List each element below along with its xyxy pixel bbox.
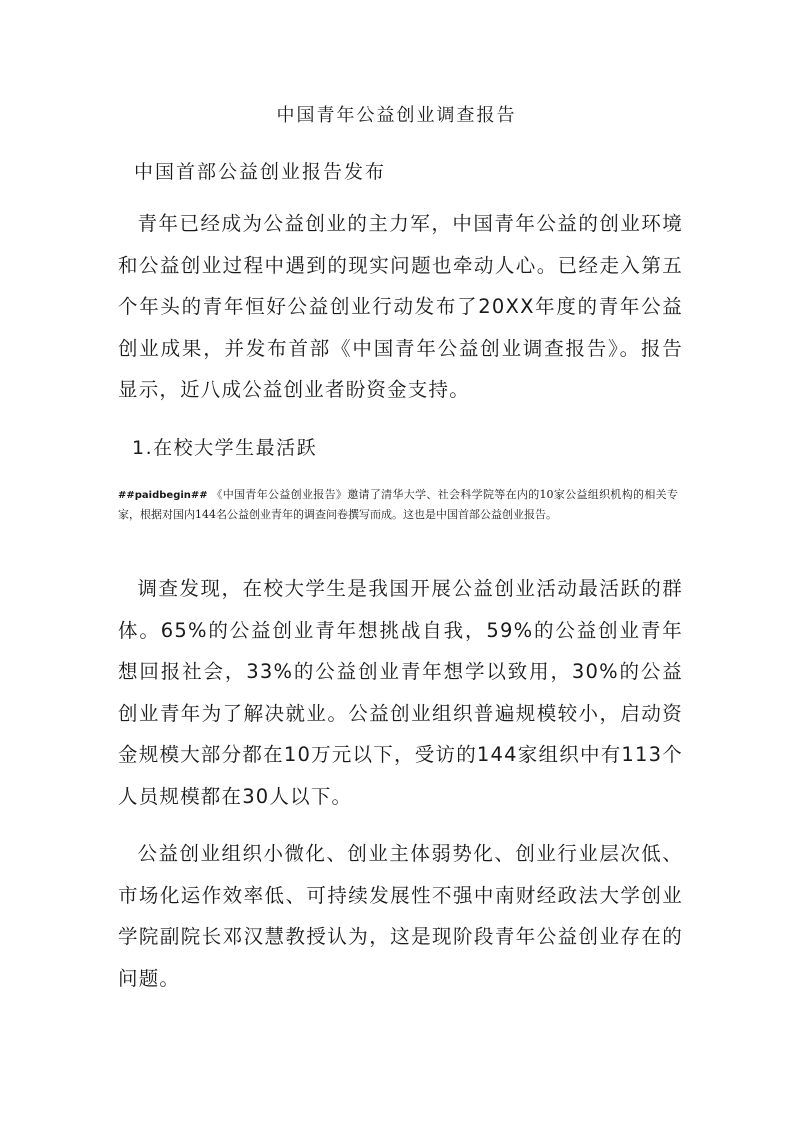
- paragraph-intro: 青年已经成为公益创业的主力军，中国青年公益的创业环境和公益创业过程中遇到的现实问题也牵动人心。已经走入第五个年头的青年恒好公益创业行动发布了20XX年度的青年公益创业成果，并发布首部《中国青年公益创业调查报告》。报告显示，近八成公益创业者盼资金支持。: [118, 212, 683, 401]
- note-paragraph: [118, 486, 678, 524]
- note-tag: ##paidbegin##: [118, 490, 208, 501]
- paragraph-problems: 公益创业组织小微化、创业主体弱势化、创业行业层次低、市场化运作效率低、可持续发展性不强中南财经政法大学创业学院副院长邓汉慧教授认为，这是现阶段青年公益创业存在的问题。: [118, 842, 683, 990]
- section-heading: 1.在校大学生最活跃: [132, 437, 318, 459]
- note-text: 《中国青年公益创业报告》邀请了清华大学、社会科学院等在内的10家公益组织机构的相关专家，根据对国内144名公益创业青年的调查问卷撰写而成。这也是中国首部公益创业报告。: [118, 488, 678, 521]
- page-subtitle: 中国首部公益创业报告发布: [134, 161, 387, 183]
- paragraph-findings: 调查发现，在校大学生是我国开展公益创业活动最活跃的群体。65%的公益创业青年想挑战自我，59%的公益创业青年想回报社会，33%的公益创业青年想学以致用，30%的公益创业青年为了解决就业。公益创业组织普遍规模较小，启动资金规模大部分都在10万元以下，受访的144家组织中有113个人员规模都在30人以下。: [118, 577, 683, 808]
- page-title: 中国青年公益创业调查报告: [276, 105, 517, 126]
